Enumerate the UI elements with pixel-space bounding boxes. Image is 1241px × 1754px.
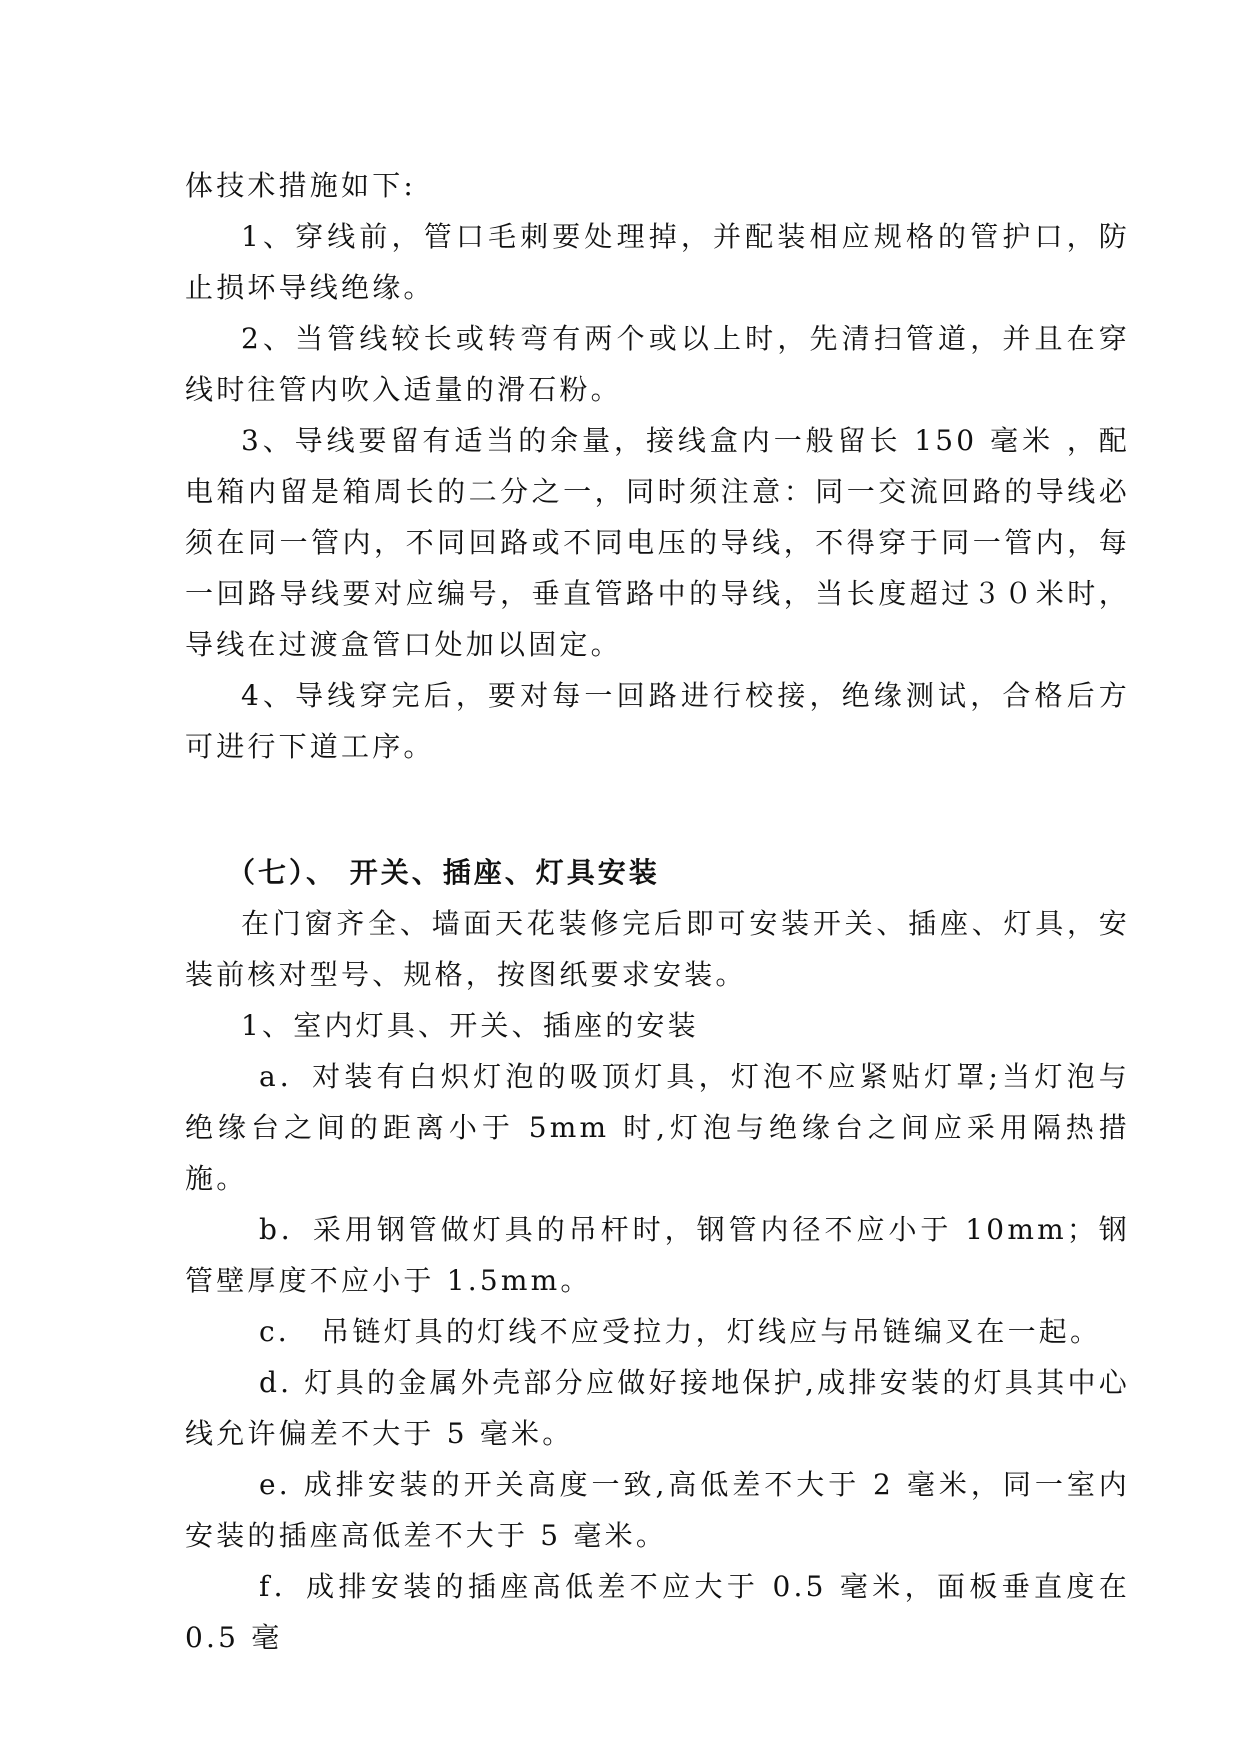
paragraph-item-e: e. 成排安装的开关高度一致,高低差不大于 2 毫米，同一室内安装的插座高低差不大于 5 毫米。 [185,1468,1130,1552]
paragraph-item-f: f．成排安装的插座高低差不应大于 0.5 毫米，面板垂直度在 0.5 毫 [185,1570,1130,1654]
paragraph-installation-intro: 在门窗齐全、墙面天花装修完后即可安装开关、插座、灯具，安装前核对型号、规格，按图纸要求安装。 [185,907,1130,991]
paragraph-item-2: 2、当管线较长或转弯有两个或以上时，先清扫管道，并且在穿线时往管内吹入适量的滑石粉。 [185,322,1130,406]
paragraph-item-a: a．对装有白炽灯泡的吸顶灯具，灯泡不应紧贴灯罩;当灯泡与绝缘台之间的距离小于 5mm 时,灯泡与绝缘台之间应采用隔热措施。 [185,1060,1130,1195]
paragraph-item-1: 1、穿线前，管口毛刺要处理掉，并配装相应规格的管护口，防止损坏导线绝缘。 [185,220,1130,304]
paragraph-item-4: 4、导线穿完后，要对每一回路进行校接，绝缘测试，合格后方可进行下道工序。 [185,679,1130,763]
paragraph-item-3: 3、导线要留有适当的余量，接线盒内一般留长 150 毫米 ，配电箱内留是箱周长的二分之一，同时须注意：同一交流回路的导线必须在同一管内，不同回路或不同电压的导线，不得穿于同一管内，每一回路导线要对应编号，垂直管路中的导线，当长度超过３０米时，导线在过渡盒管口处加以固定。 [185,424,1130,661]
section-spacer [185,772,1130,847]
paragraph-intro-continuation: 体技术措施如下: [185,169,417,202]
paragraph-item-d: d. 灯具的金属外壳部分应做好接地保护,成排安装的灯具其中心线允许偏差不大于 5 毫米。 [185,1366,1130,1450]
document-page [185,160,1130,1663]
section-heading: （七）、 开关、插座、灯具安装 [227,856,660,889]
paragraph-item-b: b．采用钢管做灯具的吊杆时，钢管内径不应小于 10mm；钢管壁厚度不应小于 1.5mm。 [185,1213,1130,1297]
paragraph-item-c: c． 吊链灯具的灯线不应受拉力，灯线应与吊链编叉在一起。 [259,1315,1102,1348]
paragraph-subheading-indoor: 1、室内灯具、开关、插座的安装 [241,1009,699,1042]
